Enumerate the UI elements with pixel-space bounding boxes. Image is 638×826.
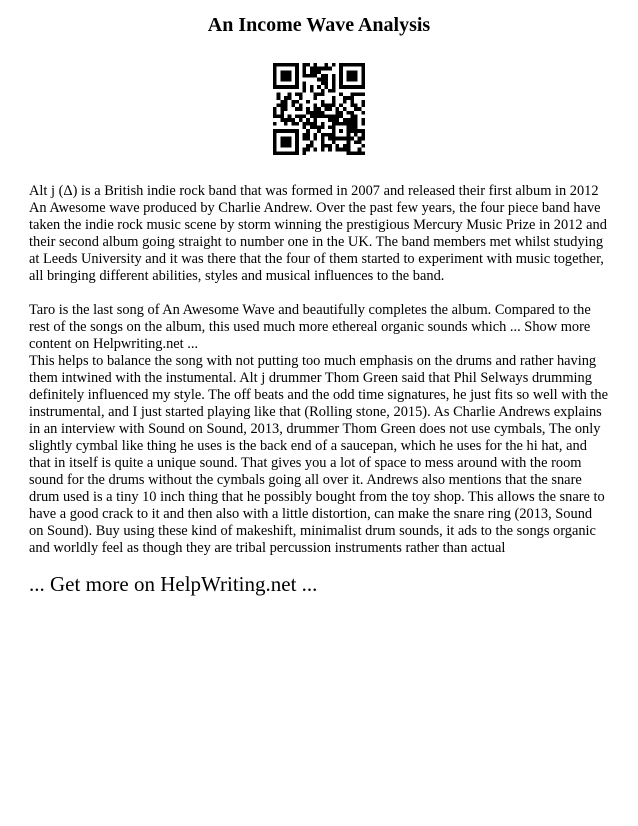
page-title: An Income Wave Analysis (207, 14, 431, 36)
article-body (29, 183, 609, 557)
paragraph-drums: This helps to balance the song with not putting too much emphasis on the drums and rather having them intwined with the instumental. Alt j drummer Thom Green said that Phil Selways drumming definitely influenced my style. The off beats and the odd time signatures, he just fits so well with the instrumental, and I just started playing like that (Rolling stone, 2015). As Charlie Andrews explains in an interview with Sound on Sound, 2013, drummer Thom Green does not use cymbals, The only slightly cymbal like thing he uses is the back end of a saucepan, which he uses for the hi hat, and that in itself is quite a unique sound. That gives you a lot of space to mess around with the room sound for the drums without the cymbals going all over it. Andrews also mentions that the snare drum used is a tiny 10 inch thing that he possibly bought from the toy shop. This allows the snare to have a good crack to it and then also with a little distortion, can make the snare ring (2013, Sound on Sound). Buy using these kind of makeshift, minimalist drum sounds, it ads to the songs organic and worldly feel as though they are tribal percussion instruments rather than actual (29, 353, 608, 556)
paragraph-taro: Taro is the last song of An Awesome Wave and beautifully completes the album. Compared to the rest of the songs on the album, this used much more ethereal organic sounds which ... Show more content on Helpwriting.net ... (29, 302, 591, 352)
qr-code-icon[interactable] (273, 63, 365, 155)
qr-code-graphic (273, 63, 365, 155)
paragraph-intro: Alt j (Δ) is a British indie rock band that was formed in 2007 and released their first album in 2012 An Awesome wave produced by Charlie Andrew. Over the past few years, the four piece band have taken the indie rock music scene by storm winning the prestigious Mercury Music Prize in 2012 and their second album going straight to number one in the UK. The band members met whilst studying at Leeds University and it was there that the four of them started to experiment with music together, all bringing different abilities, styles and musical influences to the band. (29, 183, 607, 284)
get-more-link[interactable]: ... Get more on HelpWriting.net ... (29, 572, 318, 596)
